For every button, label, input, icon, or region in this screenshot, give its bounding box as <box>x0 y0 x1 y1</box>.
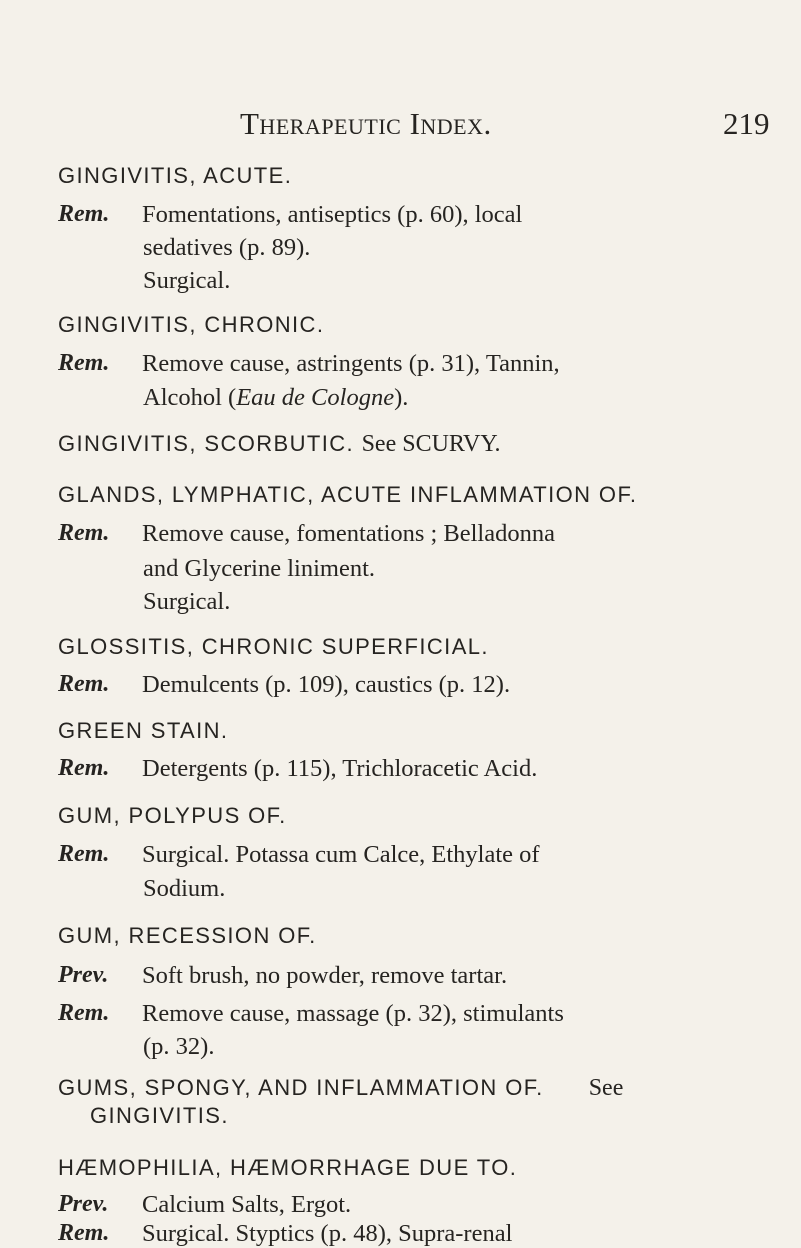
remedy-label: Rem. <box>58 841 110 867</box>
prevention-text: Calcium Salts, Ergot. <box>142 1191 352 1218</box>
see-reference: See <box>588 1075 624 1101</box>
surgical-text: Surgical. <box>143 267 231 294</box>
remedy-text-part: ). <box>394 384 409 411</box>
remedy-label: Rem. <box>58 1220 110 1246</box>
page-number: 219 <box>723 106 770 141</box>
entry-heading: GLOSSITIS, CHRONIC SUPERFICIAL. <box>58 634 489 659</box>
remedy-label: Rem. <box>58 201 110 227</box>
entry-heading: GINGIVITIS, ACUTE. <box>58 163 293 188</box>
entry-heading-text: GINGIVITIS, SCORBUTIC. <box>58 431 355 456</box>
remedy-text: Fomentations, antiseptics (p. 60), local <box>142 201 523 228</box>
remedy-label: Rem. <box>58 671 110 697</box>
entry-heading <box>58 1075 623 1102</box>
remedy-text: Remove cause, massage (p. 32), stimulants <box>142 1000 564 1027</box>
see-reference: See SCURVY. <box>361 431 501 457</box>
remedy-text-cont: and Glycerine liniment. <box>143 555 375 582</box>
entry-heading: HÆMOPHILIA, HÆMORRHAGE DUE TO. <box>58 1155 518 1180</box>
remedy-label: Rem. <box>58 755 110 781</box>
surgical-text: Surgical. <box>143 588 231 615</box>
entry-heading-text: GUMS, SPONGY, AND INFLAMMATION OF. <box>58 1075 544 1100</box>
entry-heading: GUM, RECESSION OF. <box>58 923 317 948</box>
prevention-text: Soft brush, no powder, remove tartar. <box>142 962 508 989</box>
entry-heading <box>58 431 501 458</box>
remedy-text-cont: Sodium. <box>143 875 226 902</box>
entry-heading: GINGIVITIS, CHRONIC. <box>58 312 325 337</box>
remedy-text: Surgical. Potassa cum Calce, Ethylate of <box>142 841 540 868</box>
remedy-text-part: Alcohol ( <box>143 384 237 411</box>
entry-heading: GLANDS, LYMPHATIC, ACUTE INFLAMMATION OF. <box>58 482 638 507</box>
remedy-label: Rem. <box>58 520 110 546</box>
remedy-text-italic: Eau de Cologne <box>236 384 395 411</box>
remedy-text: Surgical. Styptics (p. 48), Supra-renal <box>142 1220 513 1247</box>
remedy-label: Rem. <box>58 1000 110 1026</box>
prevention-label: Prev. <box>58 962 109 988</box>
entry-heading: GREEN STAIN. <box>58 718 229 743</box>
remedy-text-cont: (p. 32). <box>143 1033 215 1060</box>
remedy-text: Remove cause, astringents (p. 31), Tannin, <box>142 350 560 377</box>
remedy-text: Remove cause, fomentations ; Belladonna <box>142 520 555 547</box>
running-head: Therapeutic Index. <box>240 106 492 141</box>
remedy-text: Demulcents (p. 109), caustics (p. 12). <box>142 671 511 698</box>
remedy-text: Detergents (p. 115), Trichloracetic Acid. <box>142 755 538 782</box>
entry-heading: GUM, POLYPUS OF. <box>58 803 287 828</box>
entry-heading-continuation: GINGIVITIS. <box>90 1103 229 1128</box>
remedy-text-cont: sedatives (p. 89). <box>143 234 311 261</box>
remedy-label: Rem. <box>58 350 110 376</box>
remedy-text-cont <box>143 384 408 412</box>
prevention-label: Prev. <box>58 1191 109 1217</box>
